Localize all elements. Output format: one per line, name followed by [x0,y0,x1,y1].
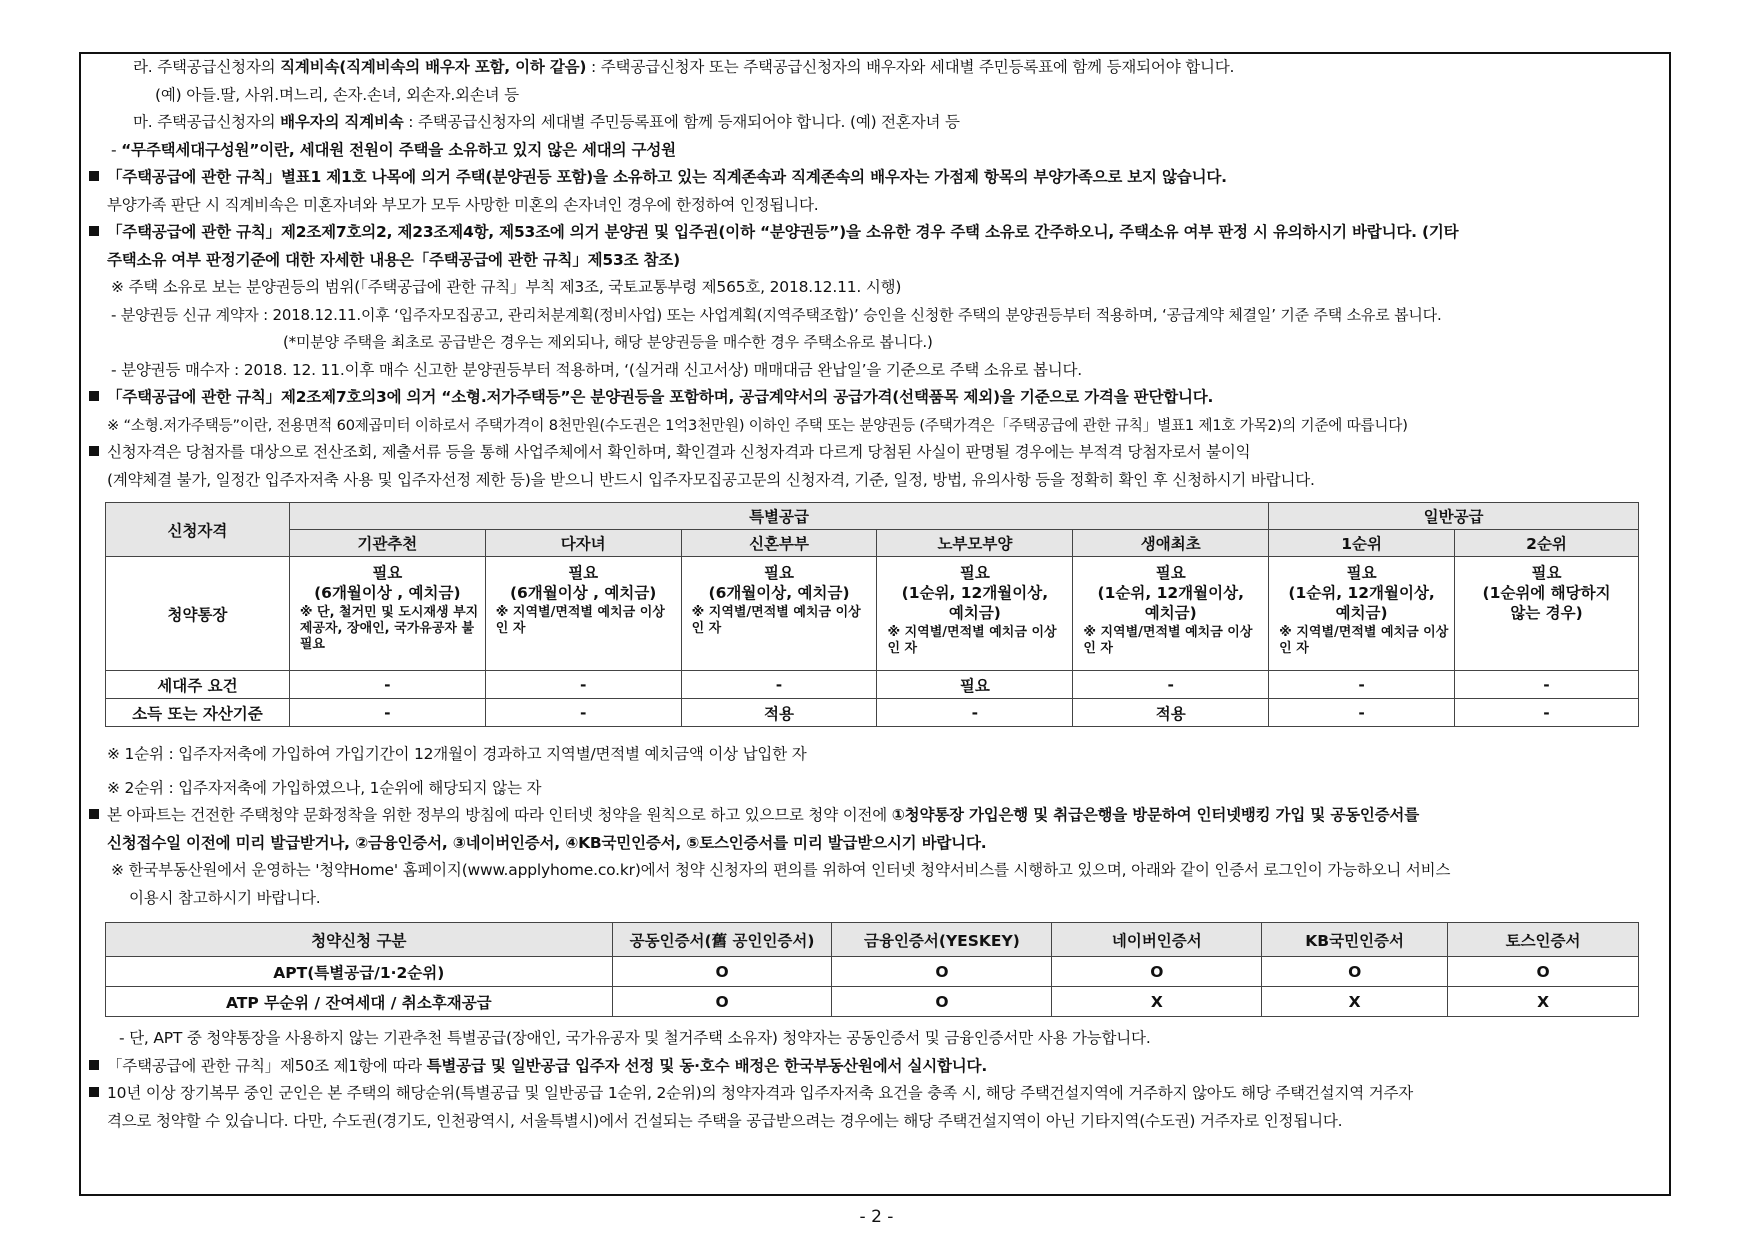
table-cell: O [1052,957,1262,987]
text: 본 아파트는 건전한 주택청약 문화정착을 위한 정부의 방침에 따라 인터넷 청약을 원칙으로 하고 있으므로 청약 이전에 [107,806,892,824]
text: 「주택공급에 관한 규칙」별표1 제1호 나목에 의거 주택(분양권등 포함)을 소유하고 있는 직계존속과 직계존속의 배우자는 가점제 항목의 부양가족으로 보지 않습니다. [107,168,1227,186]
text-bold: “무주택세대구성원”이란, 세대원 전원이 주택을 소유하고 있지 않은 세대의 구성원 [121,140,676,159]
table-cell: - [877,699,1073,727]
row-label: 소득 또는 자산기준 [106,699,290,727]
header-general-supply: 일반공급 [1269,503,1639,530]
line-ra [89,54,1669,82]
text: - [111,140,122,159]
text: : 주택공급신청자의 세대별 주민등록표에 함께 등재되어야 합니다. (예) 전혼자녀 등 [403,113,960,131]
table-cell: - [485,671,681,699]
note-first-rank: ※ 1순위 : 입주자저축에 가입하여 가입기간이 12개월이 경과하고 지역별/면적별 예치금액 이상 납입한 자 [107,745,807,763]
column-header: 신혼부부 [681,530,877,557]
table-cell: X [1448,987,1639,1017]
para-internet-note-cont: 이용시 참고하시기 바랍니다. [129,888,321,907]
column-header: 토스인증서 [1448,923,1639,957]
text: (예) 아들.딸, 사위.며느리, 손자.손녀, 외손자.외손녀 등 [155,85,519,104]
bankbook-requirement: 필요 (1순위에 해당하지 않는 경우) [1482,564,1611,622]
row-label: ATP 무순위 / 잔여세대 / 취소후재공급 [106,987,613,1017]
table-cell: - [289,699,485,727]
column-header: 노부모부양 [877,530,1073,557]
page-number: - 2 - [859,1207,894,1227]
para-internet-apply [89,802,1669,830]
table-cell: - [681,671,877,699]
bankbook-note: ※ 지역별/면적별 예치금 이상인 자 [495,605,665,636]
table-cell: O [1262,957,1448,987]
para-presale-new: - 분양권등 신규 계약자 : 2018.12.11.이후 ‘입주자모집공고, 관리처분계획(정비사업) 또는 사업계획(지역주택조합)’ 승인을 신청한 주택의 분양권등부터 적용하며, ‘공급계약 체결일’ 기준 주택 소유로 봅니다. [111,305,1442,324]
text: 신청자격은 당첨자를 대상으로 전산조회, 제출서류 등을 통해 사업주체에서 확인하며, 확인결과 신청자격과 다르게 당첨된 사실이 판명될 경우에는 부적격 당첨자로서 불이익 [107,443,1251,461]
text-bold: 직계비속(직계비속의 배우자 포함, 이하 같음) [280,58,587,76]
column-header: 1순위 [1269,530,1455,557]
square-bullet-icon [89,226,99,236]
bankbook-note: ※ 지역별/면적별 예치금 이상인 자 [691,605,861,636]
row-label: 청약통장 [106,557,290,671]
column-header: 네이버인증서 [1052,923,1262,957]
para-small-cheap-note: ※ “소형.저가주택등”이란, 전용면적 60제곱미터 이하로서 주택가격이 8천만원(수도권은 1억3천만원) 이하인 주택 또는 분양권등 (주택가격은「주택공급에 관한 규칙」별표1 제1호 가목2)의 기준에 따릅니다) [107,416,1408,434]
bankbook-requirement: 필요 (6개월이상, 예치금) [708,564,850,602]
bankbook-note: ※ 지역별/면적별 예치금 이상인 자 [1279,625,1449,656]
table-cell: O [612,957,832,987]
para-presale-new-cont: (*미분양 주택을 최초로 공급받은 경우는 제외되나, 해당 분양권등을 매수한 경우 주택소유로 봅니다.) [283,333,933,351]
para-selection [89,1053,1669,1081]
row-label: APT(특별공급/1·2순위) [106,957,613,987]
table-cell: - [1269,671,1455,699]
table-cell: 적용 [681,699,877,727]
table-cell: 적용 [1073,699,1269,727]
line-ma [89,109,1669,137]
text-bold: 배우자의 직계비속 [280,113,404,131]
column-header: 공동인증서(舊 공인인증서) [612,923,832,957]
text: 라. 주택공급신청자의 [133,58,281,76]
column-header: 청약신청 구분 [106,923,613,957]
bankbook-requirement: 필요 (6개월이상 , 예치금) [314,564,461,602]
document-body [89,54,1669,1135]
para-military [89,1080,1669,1108]
table-cell: X [1262,987,1448,1017]
table-cell: O [612,987,832,1017]
bankbook-requirement: 필요 (1순위, 12개월이상, 예치금) [1288,564,1435,622]
text-bold: ①청약통장 가입은행 및 취급은행을 방문하여 인터넷뱅킹 가입 및 공동인증서를 [891,806,1419,824]
qualification-table [105,502,1639,727]
para-presale-buyer: - 분양권등 매수자 : 2018. 12. 11.이후 매수 신고한 분양권등부터 적용하며, ‘(실거래 신고서상) 매매대금 완납일’을 기준으로 주택 소유로 봅니다. [111,360,1083,379]
table-cell: X [1052,987,1262,1017]
para-dependents [89,164,1669,192]
row-label: 세대주 요건 [106,671,290,699]
para-presale [89,219,1669,247]
para-internet-note: ※ 한국부동산원에서 운영하는 '청약Home' 홈페이지(www.applyhome.co.kr)에서 청약 신청자의 편의를 위하여 인터넷 청약서비스를 시행하고 있으며, 아래와 같이 인증서 로그인이 가능하오니 서비스 [111,861,1451,879]
text: 10년 이상 장기복무 중인 군인은 본 주택의 해당순위(특별공급 및 일반공급 1순위, 2순위)의 청약자격과 입주자저축 요건을 충족 시, 해당 주택건설지역에 거주하지 않아도 해당 주택건설지역 거주자 [107,1084,1414,1102]
bankbook-requirement: 필요 (1순위, 12개월이상, 예치금) [901,564,1049,622]
bankbook-cell [1455,557,1639,671]
table-cell: - [485,699,681,727]
column-header: 다자녀 [485,530,681,557]
table-cell: O [832,987,1052,1017]
table-cell: - [289,671,485,699]
note-institution-recommend: - 단, APT 중 청약통장을 사용하지 않는 기관추천 특별공급(장애인, 국가유공자 및 철거주택 소유자) 청약자는 공동인증서 및 금융인증서만 사용 가능합니다. [119,1029,1151,1047]
bankbook-cell [1073,557,1269,671]
para-qualification-cont: (계약체결 불가, 일정간 입주자저축 사용 및 입주자선정 제한 등)을 받으니 반드시 입주자모집공고문의 신청자격, 기준, 일정, 방법, 유의사항 등을 정확히 확인 후 신청하시기 바랍니다. [107,470,1315,489]
table-cell: O [832,957,1052,987]
square-bullet-icon [89,1087,99,1097]
para-internet-apply-cont: 신청접수일 이전에 미리 발급받거나, ②금융인증서, ③네이버인증서, ④KB국민인증서, ⑤토스인증서를 미리 발급받으시기 바랍니다. [107,833,987,852]
line-example-1 [89,82,1669,110]
square-bullet-icon [89,1060,99,1070]
table-cell: - [1269,699,1455,727]
bankbook-cell [1269,557,1455,671]
column-header: KB국민인증서 [1262,923,1448,957]
para-presale-note: ※ 주택 소유로 보는 분양권등의 범위(「주택공급에 관한 규칙」부칙 제3조, 국토교통부령 제565호, 2018.12.11. 시행) [111,278,902,296]
column-header: 2순위 [1455,530,1639,557]
column-header: 금융인증서(YESKEY) [832,923,1052,957]
column-header: 생애최초 [1073,530,1269,557]
bankbook-cell [485,557,681,671]
text: 마. 주택공급신청자의 [133,113,281,131]
square-bullet-icon [89,809,99,819]
bankbook-cell [877,557,1073,671]
text: 「주택공급에 관한 규칙」제2조제7호의2, 제23조제4항, 제53조에 의거 분양권 및 입주권(이하 “분양권등”)을 소유한 경우 주택 소유로 간주하오니, 주택소유 여부 판정 시 유의하시기 바랍니다. (기타 [107,223,1459,241]
square-bullet-icon [89,446,99,456]
para-qualification [89,439,1669,467]
note-second-rank: ※ 2순위 : 입주자저축에 가입하였으나, 1순위에 해당되지 않는 자 [107,778,542,797]
bankbook-note: ※ 지역별/면적별 예치금 이상인 자 [887,625,1057,656]
line-no-house-member [89,137,1669,165]
para-dependents-sub: 부양가족 판단 시 직계비속은 미혼자녀와 부모가 모두 사망한 미혼의 손자녀인 경우에 한정하여 인정됩니다. [107,195,819,214]
table-cell: 필요 [877,671,1073,699]
table-cell: O [1448,957,1639,987]
text: : 주택공급신청자 또는 주택공급신청자의 배우자와 세대별 주민등록표에 함께 등재되어야 합니다. [586,58,1235,76]
text: 「주택공급에 관한 규칙」제2조제7호의3에 의거 “소형.저가주택등”은 분양권등을 포함하며, 공급계약서의 공급가격(선택품목 제외)을 기준으로 가격을 판단합니다. [107,388,1214,406]
para-military-cont: 격으로 청약할 수 있습니다. 다만, 수도권(경기도, 인천광역시, 서울특별시)에서 건설되는 주택을 공급받으려는 경우에는 해당 주택건설지역이 아닌 기타지역(수도권) 거주자로 인정됩니다. [107,1111,1343,1130]
square-bullet-icon [89,171,99,181]
table-cell: - [1455,699,1639,727]
table-cell: - [1455,671,1639,699]
text-bold: 특별공급 및 일반공급 입주자 선정 및 동·호수 배정은 한국부동산원에서 실시합니다. [426,1056,988,1075]
table-cell: - [1073,671,1269,699]
square-bullet-icon [89,391,99,401]
para-small-cheap [89,384,1669,412]
header-qualification: 신청자격 [106,503,290,557]
bankbook-note: ※ 단, 철거민 및 도시재생 부지제공자, 장애인, 국가유공자 불필요 [299,605,479,652]
certificate-table [105,922,1639,1017]
header-special-supply: 특별공급 [289,503,1268,530]
para-presale-cont: 주택소유 여부 판정기준에 대한 자세한 내용은「주택공급에 관한 규칙」제53조 참조) [107,250,680,269]
text: 「주택공급에 관한 규칙」제50조 제1항에 따라 [107,1056,427,1075]
bankbook-requirement: 필요 (6개월이상 , 예치금) [509,564,657,602]
column-header: 기관추천 [289,530,485,557]
bankbook-cell [681,557,877,671]
bankbook-requirement: 필요 (1순위, 12개월이상, 예치금) [1097,564,1244,622]
bankbook-cell [289,557,485,671]
bankbook-note: ※ 지역별/면적별 예치금 이상인 자 [1083,625,1253,656]
